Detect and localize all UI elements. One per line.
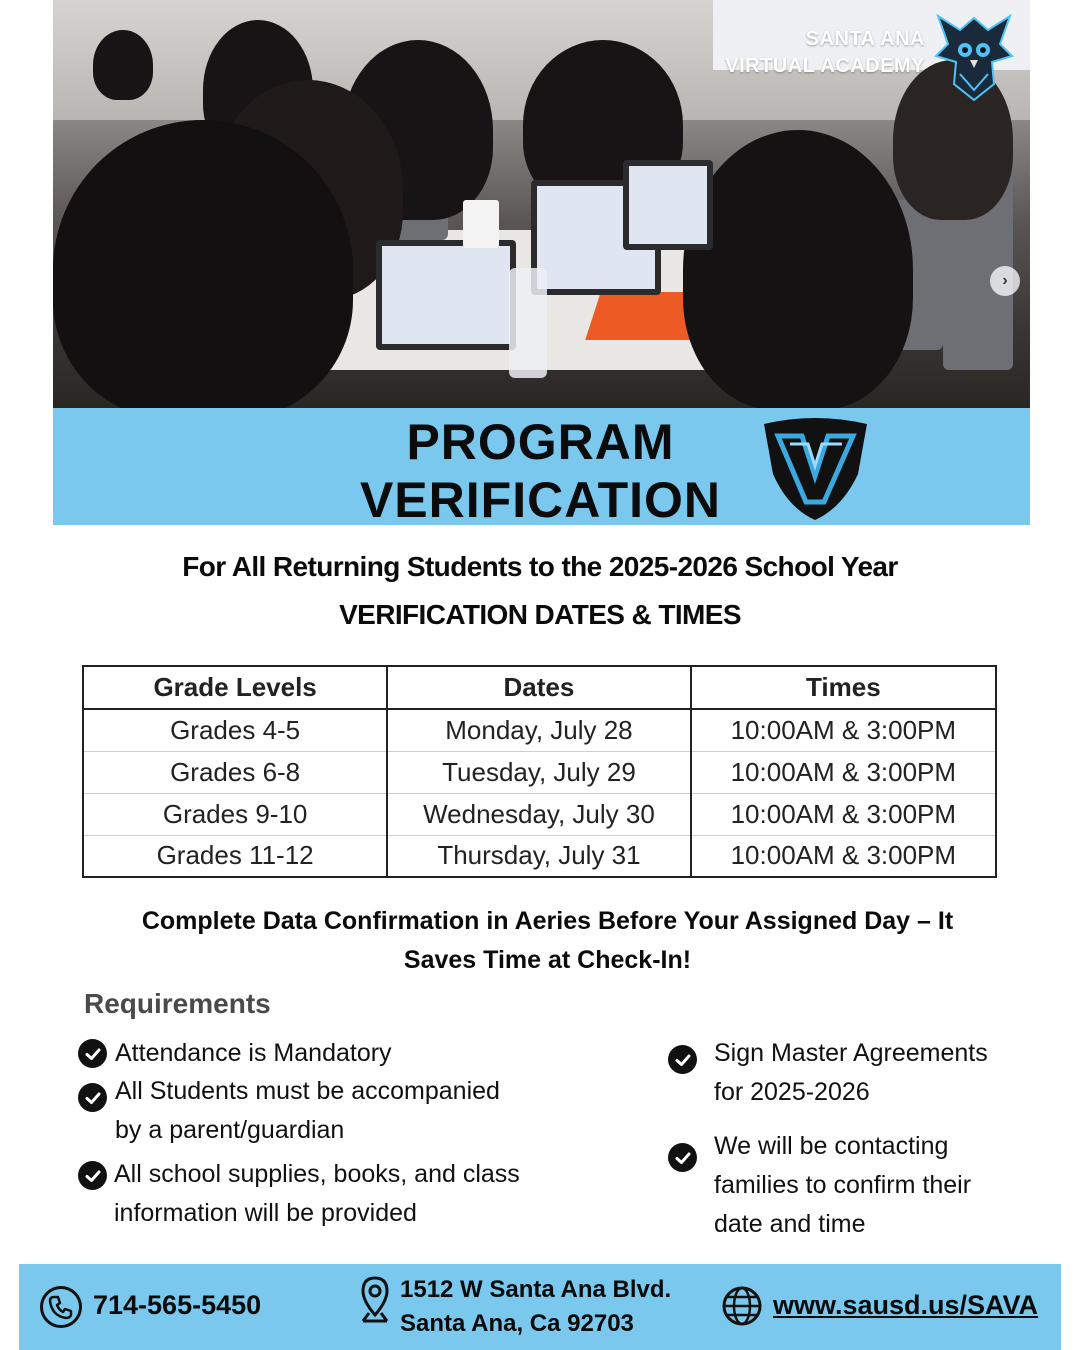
requirement-text: information will be provided xyxy=(114,1199,417,1227)
verification-schedule-table xyxy=(82,665,997,878)
requirement-text: Sign Master Agreements xyxy=(714,1039,988,1067)
table-row xyxy=(83,709,996,751)
location-pin-icon xyxy=(359,1275,391,1325)
address[interactable] xyxy=(400,1273,671,1341)
column-header-times: Times xyxy=(691,666,996,709)
requirement-text: We will be contacting xyxy=(714,1132,949,1160)
cell-date: Thursday, July 31 xyxy=(387,835,690,877)
student xyxy=(53,120,353,408)
column-header-dates: Dates xyxy=(387,666,690,709)
column-header-grade: Grade Levels xyxy=(83,666,387,709)
requirement-text: families to confirm their xyxy=(714,1171,972,1199)
student xyxy=(93,30,153,100)
shield-logo-icon xyxy=(758,414,873,524)
requirement-text: by a parent/guardian xyxy=(115,1116,345,1144)
cell-grade: Grades 4-5 xyxy=(83,709,387,751)
note-line-2: Saves Time at Check-In! xyxy=(403,946,692,974)
note-line-1: Complete Data Confirmation in Aeries Before Your Assigned Day – It xyxy=(141,907,954,935)
address-line-2: Santa Ana, Ca 92703 xyxy=(400,1310,634,1337)
brand-line-2: VIRTUAL ACADEMY xyxy=(725,55,925,77)
owl-logo-icon xyxy=(930,10,1018,102)
aeries-note xyxy=(120,902,975,980)
title-line-1: PROGRAM xyxy=(406,414,675,470)
carousel-next-button[interactable] xyxy=(990,266,1020,296)
check-circle-icon xyxy=(668,1143,697,1172)
title-line-2: VERIFICATION xyxy=(359,472,722,528)
requirement-text: date and time xyxy=(714,1210,866,1238)
subtitle: For All Returning Students to the 2025-2026 School Year xyxy=(182,551,898,582)
requirement-text: Attendance is Mandatory xyxy=(115,1039,392,1067)
cell-date: Wednesday, July 30 xyxy=(387,793,690,835)
check-circle-icon xyxy=(78,1161,107,1190)
cup xyxy=(463,200,499,248)
hero-photo xyxy=(53,0,1030,408)
cell-grade: Grades 11-12 xyxy=(83,835,387,877)
check-circle-icon xyxy=(78,1039,107,1068)
cell-date: Monday, July 28 xyxy=(387,709,690,751)
student xyxy=(683,130,913,408)
check-circle-icon xyxy=(668,1045,697,1074)
title-banner xyxy=(53,408,1030,528)
requirement-text: for 2025-2026 xyxy=(714,1078,870,1106)
globe-icon xyxy=(721,1285,763,1327)
cell-time: 10:00AM & 3:00PM xyxy=(691,709,996,751)
laptop xyxy=(376,240,516,350)
requirements-heading: Requirements xyxy=(84,988,271,1019)
chevron-right-icon: › xyxy=(1002,272,1008,289)
cell-time: 10:00AM & 3:00PM xyxy=(691,751,996,793)
website-link[interactable]: www.sausd.us/SAVA xyxy=(773,1290,1039,1320)
phone-number[interactable]: 714-565-5450 xyxy=(93,1290,262,1320)
requirement-text: All school supplies, books, and class xyxy=(114,1160,520,1188)
section-heading: VERIFICATION DATES & TIMES xyxy=(339,599,741,630)
laptop xyxy=(623,160,713,250)
requirement-item xyxy=(115,1072,500,1150)
school-brand-text xyxy=(725,26,925,80)
requirement-item xyxy=(714,1127,971,1244)
brand-line-1: SANTA ANA xyxy=(805,28,925,50)
page-title xyxy=(343,413,738,529)
requirement-item xyxy=(714,1034,988,1112)
cell-grade: Grades 6-8 xyxy=(83,751,387,793)
cell-grade: Grades 9-10 xyxy=(83,793,387,835)
requirement-item xyxy=(114,1155,520,1233)
table-header-row xyxy=(83,666,996,709)
address-line-1: 1512 W Santa Ana Blvd. xyxy=(400,1276,672,1303)
cell-date: Tuesday, July 29 xyxy=(387,751,690,793)
check-circle-icon xyxy=(78,1083,107,1112)
requirement-item xyxy=(115,1034,392,1073)
table-row xyxy=(83,835,996,877)
table-row xyxy=(83,751,996,793)
phone-icon xyxy=(39,1285,83,1329)
cell-time: 10:00AM & 3:00PM xyxy=(730,840,957,871)
cell-time: 10:00AM & 3:00PM xyxy=(691,793,996,835)
contact-footer xyxy=(19,1264,1061,1350)
requirement-text: All Students must be accompanied xyxy=(115,1077,500,1105)
table-row xyxy=(83,793,996,835)
water-bottle xyxy=(509,268,547,378)
